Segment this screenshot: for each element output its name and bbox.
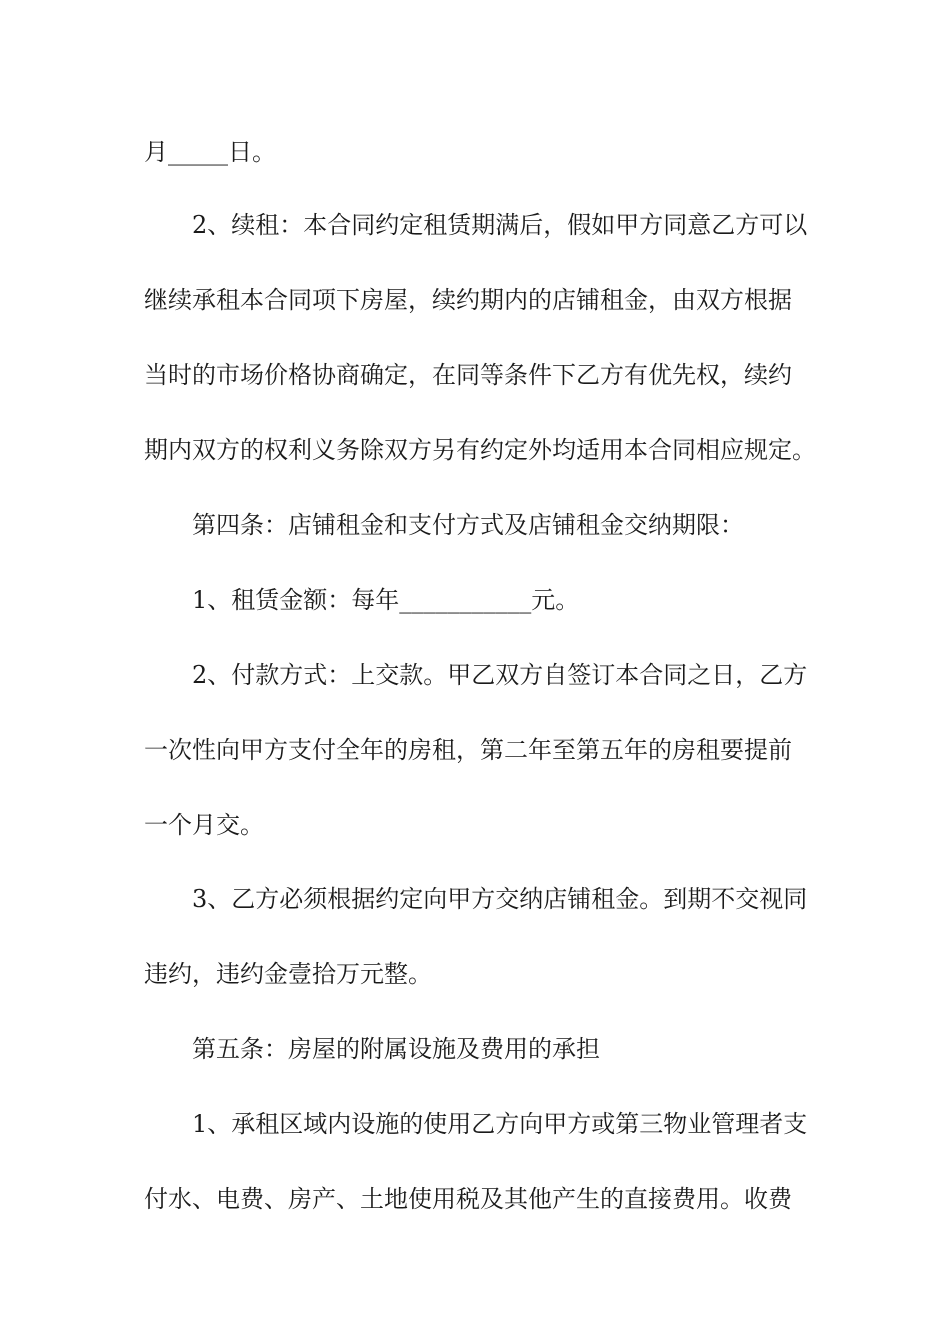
section-heading: 第四条：店铺租金和支付方式及店铺租金交纳期限： bbox=[192, 511, 744, 539]
section-heading: 第五条：房屋的附属设施及费用的承担 bbox=[192, 1035, 600, 1063]
text-line: 1、租赁金额：每年___________元。 bbox=[192, 586, 580, 614]
text-line: 违约，违约金壹拾万元整。 bbox=[144, 960, 432, 988]
text-line: 期内双方的权利义务除双方另有约定外均适用本合同相应规定。 bbox=[144, 436, 816, 464]
text-line: 付水、电费、房产、土地使用税及其他产生的直接费用。收费 bbox=[144, 1185, 792, 1213]
text-line: 当时的市场价格协商确定，在同等条件下乙方有优先权，续约 bbox=[144, 361, 792, 389]
text-line: 继续承租本合同项下房屋，续约期内的店铺租金，由双方根据 bbox=[144, 286, 792, 314]
text-line: 月_____日。 bbox=[144, 138, 276, 166]
text-line: 3、乙方必须根据约定向甲方交纳店铺租金。到期不交视同 bbox=[192, 885, 808, 913]
text-line: 一次性向甲方支付全年的房租，第二年至第五年的房租要提前 bbox=[144, 736, 792, 764]
text-line: 2、续租：本合同约定租赁期满后，假如甲方同意乙方可以 bbox=[192, 211, 808, 239]
text-line: 2、付款方式：上交款。甲乙双方自签订本合同之日，乙方 bbox=[192, 661, 808, 689]
text-line: 一个月交。 bbox=[144, 811, 264, 839]
text-line: 1、承租区域内设施的使用乙方向甲方或第三物业管理者支 bbox=[192, 1110, 808, 1138]
